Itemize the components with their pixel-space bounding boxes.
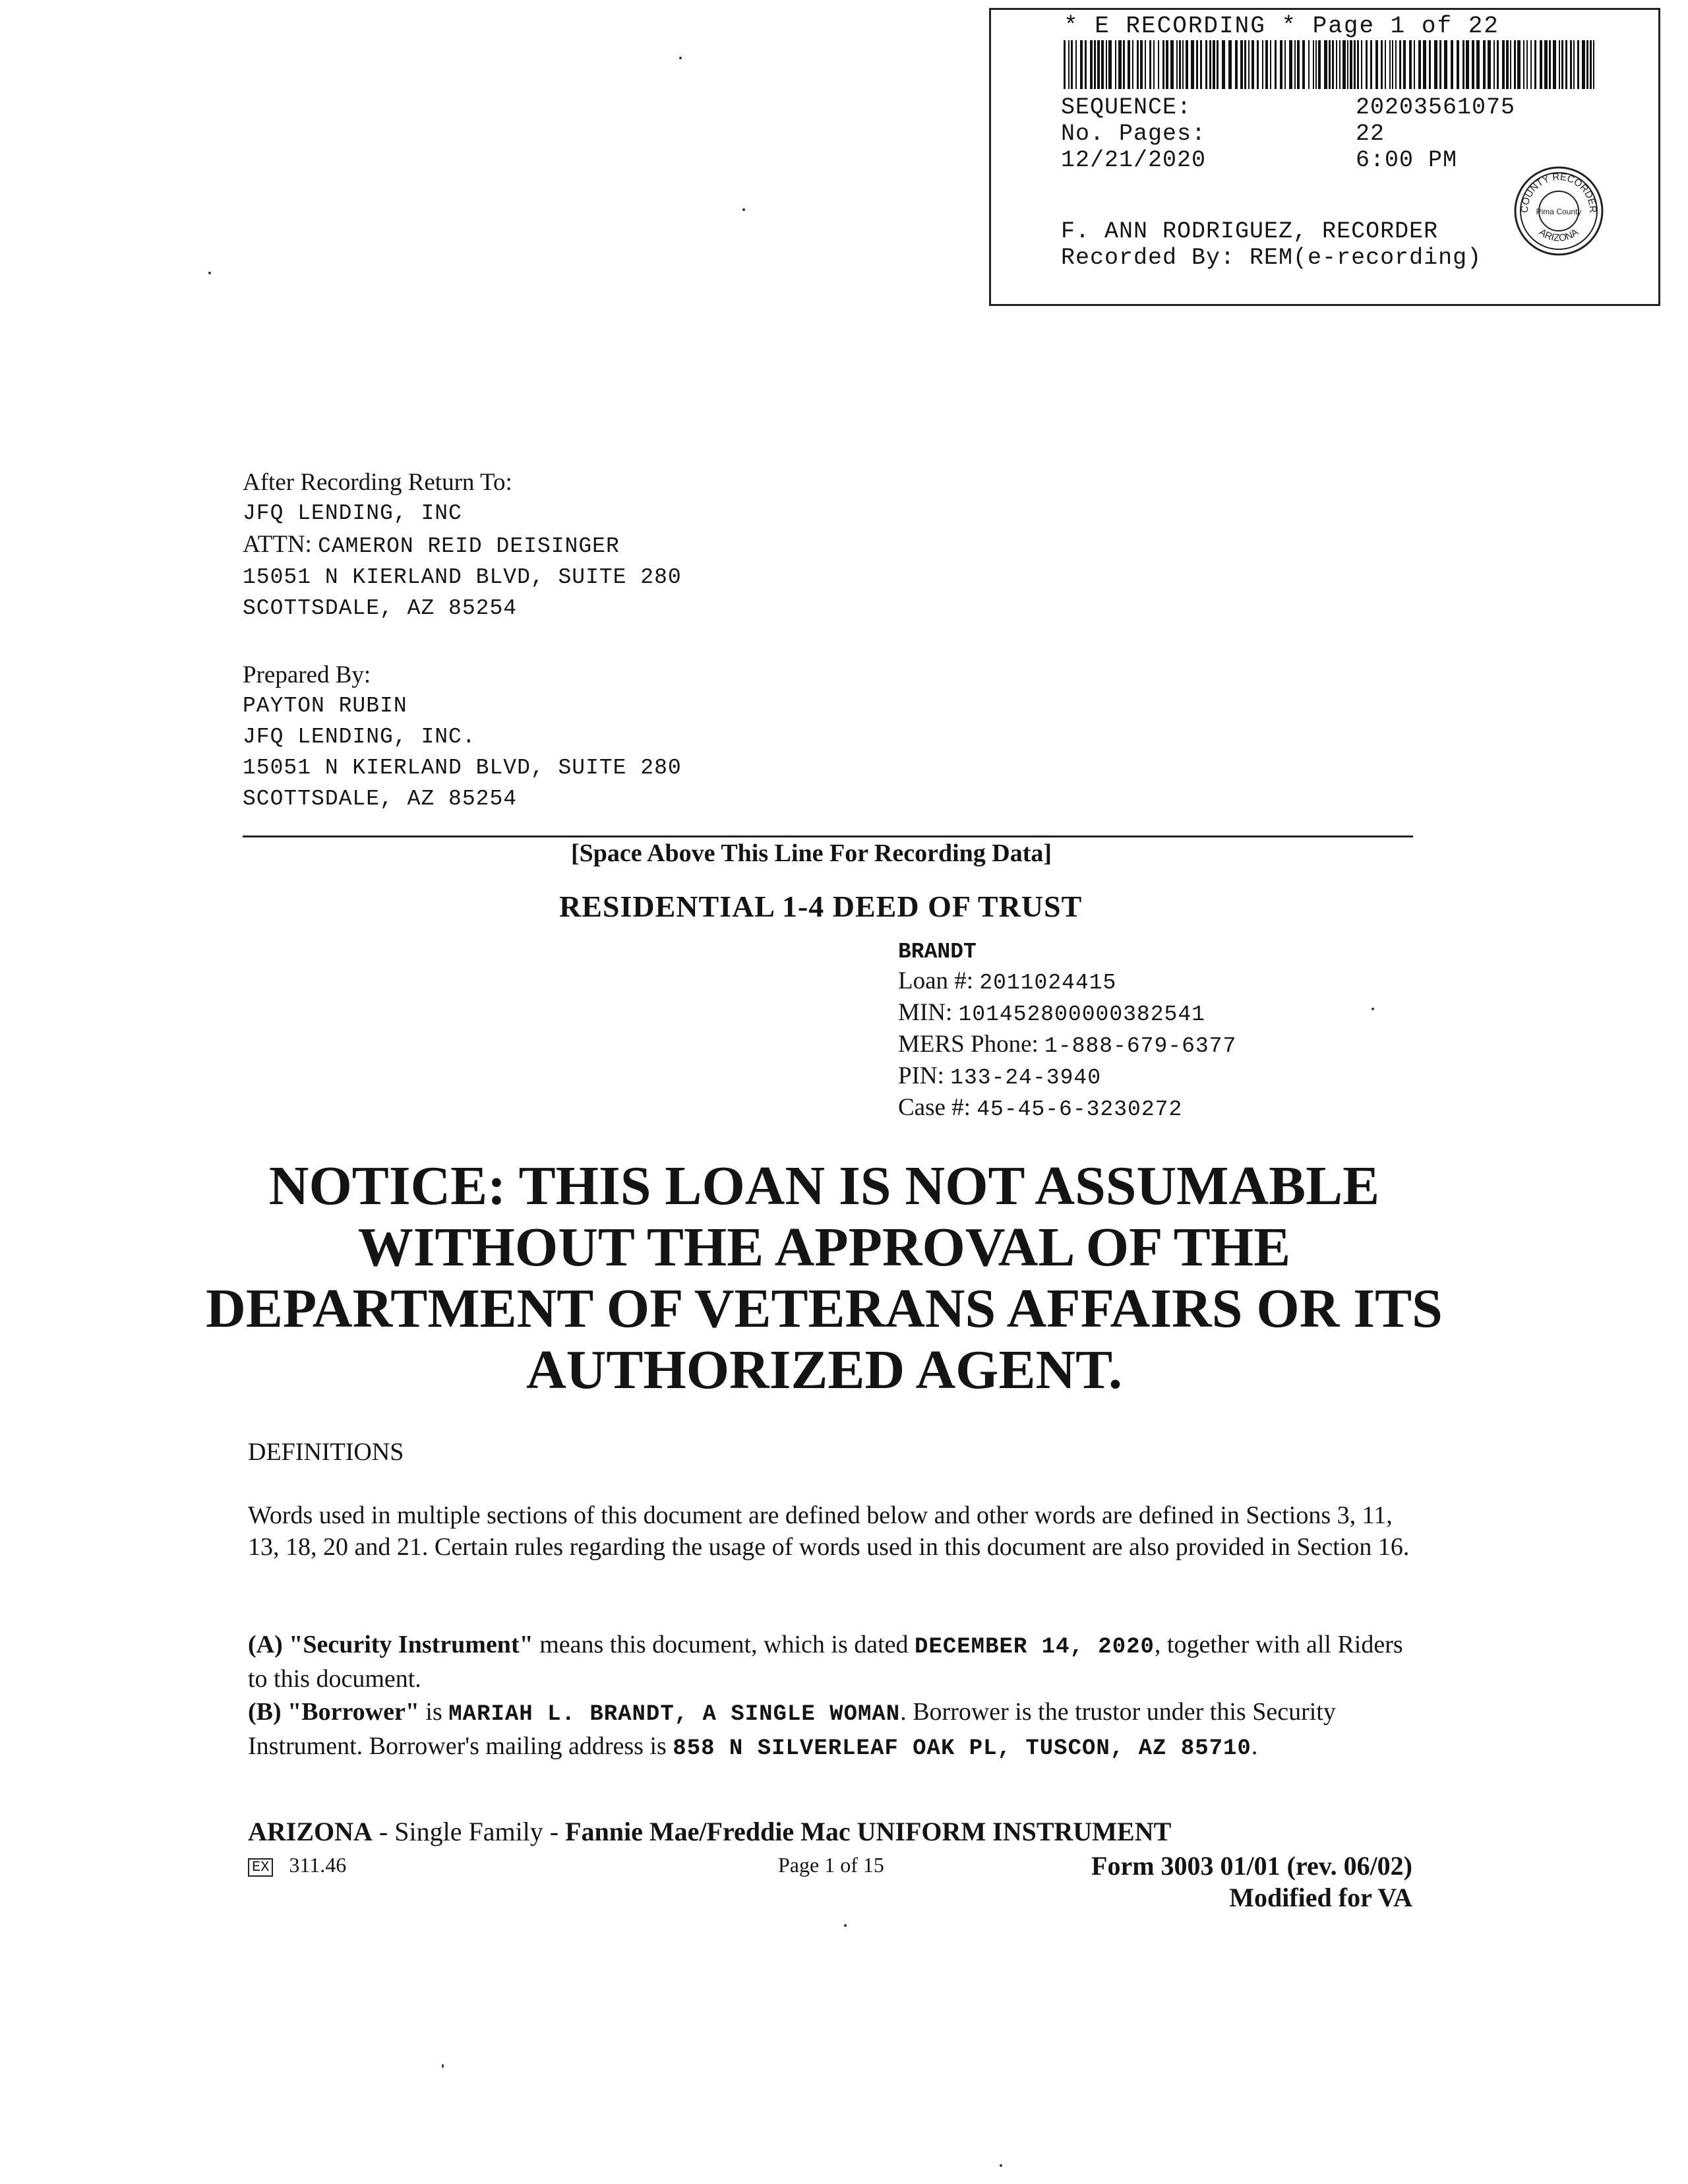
barcode-bar: [1493, 40, 1495, 89]
barcode-bar: [1577, 40, 1579, 89]
barcode-bar: [1228, 40, 1232, 89]
footer-modified-note: Modified for VA: [1229, 1883, 1412, 1912]
recording-time: 6:00 PM: [1356, 147, 1458, 173]
county-seal-icon: [1512, 164, 1606, 258]
barcode-bar: [1222, 40, 1225, 89]
barcode-bar: [1561, 40, 1563, 89]
min-value: 101452800000382541: [958, 1002, 1205, 1027]
barcode-bar: [1462, 40, 1464, 89]
barcode-bar: [1336, 40, 1337, 89]
barcode-bar: [1375, 40, 1378, 89]
seal-text-center: Pima County: [1536, 207, 1582, 216]
barcode-bar: [1166, 40, 1168, 89]
seal-text-top: COUNTY RECORDER: [1519, 171, 1599, 214]
preparer-city: SCOTTSDALE, AZ 85254: [243, 787, 518, 811]
footer-form-info: [1089, 1850, 1412, 1914]
definition-b-text-mid: . Borrower is the trustor under this Security Instrument. Borrower's mailing address is: [248, 1698, 1336, 1760]
barcode-bar: [1332, 40, 1334, 89]
barcode-bar: [1423, 40, 1426, 89]
scan-speck: [742, 208, 745, 211]
barcode-bar: [1350, 40, 1352, 89]
barcode-bar: [1132, 40, 1133, 89]
scan-speck: [208, 272, 211, 274]
case-value: 45-45-6-3230272: [977, 1097, 1183, 1122]
definition-b-term: (B) "Borrower": [248, 1698, 419, 1726]
barcode-bar: [1191, 40, 1194, 89]
barcode-bar: [1308, 40, 1310, 89]
recorded-by: Recorded By: REM(e-recording): [1061, 245, 1482, 271]
barcode-bar: [1176, 40, 1178, 89]
barcode-bar: [1342, 40, 1346, 89]
definition-a-text: means this document, which is dated: [533, 1631, 915, 1658]
barcode-bar: [1064, 40, 1066, 89]
pin-label: PIN:: [898, 1062, 944, 1089]
barcode-bar: [1510, 40, 1511, 89]
loan-number-value: 2011024415: [979, 971, 1117, 995]
barcode-bar: [1302, 40, 1305, 89]
barcode-bar: [1451, 40, 1453, 89]
barcode-bar: [1457, 40, 1459, 89]
barcode-bar: [1392, 40, 1393, 89]
definitions-heading: DEFINITIONS: [248, 1438, 404, 1466]
barcode-bar: [1162, 40, 1164, 89]
barcode-bar: [1418, 40, 1421, 89]
barcode-bar: [1573, 40, 1575, 89]
barcode-bar: [1068, 40, 1070, 89]
barcode-bar: [1179, 40, 1181, 89]
barcode-bar: [1502, 40, 1505, 89]
barcode-bar: [1280, 40, 1282, 89]
barcode-bar: [1389, 40, 1391, 89]
barcode-bar: [1106, 40, 1107, 89]
definition-b: [248, 1696, 1412, 1765]
barcode-bar: [1182, 40, 1184, 89]
sequence-label: SEQUENCE:: [1061, 94, 1192, 121]
return-to-label: After Recording Return To:: [243, 469, 512, 496]
barcode-bar: [1235, 40, 1238, 89]
barcode-bar: [1284, 40, 1286, 89]
assumability-notice: NOTICE: THIS LOAN IS NOT ASSUMABLE WITHOUT THE APPROVAL OF THE DEPARTMENT OF VETERANS AFFAIRS OR ITS AUTHORIZED AGENT.: [206, 1155, 1443, 1401]
barcode-bar: [1251, 40, 1254, 89]
recording-data-divider: [243, 835, 1413, 837]
barcode-bar: [1434, 40, 1437, 89]
barcode-bar: [1586, 40, 1588, 89]
barcode-bar: [1523, 40, 1524, 89]
barcode-bar: [1318, 40, 1321, 89]
barcode-bar: [1094, 40, 1096, 89]
barcode-bar: [1140, 40, 1143, 89]
scan-speck: [844, 1924, 847, 1927]
barcode-bar: [1275, 40, 1277, 89]
security-instrument-date: DECEMBER 14, 2020: [915, 1635, 1155, 1660]
barcode-bar: [1115, 40, 1116, 89]
barcode-bar: [1414, 40, 1415, 89]
pin-value: 133-24-3940: [950, 1066, 1101, 1090]
barcode-bar: [1444, 40, 1447, 89]
barcode-bar: [1108, 40, 1112, 89]
document-title: RESIDENTIAL 1-4 DEED OF TRUST: [559, 890, 1083, 923]
barcode-bar: [1488, 40, 1491, 89]
mers-phone-label: MERS Phone:: [898, 1031, 1039, 1058]
barcode-bar: [1240, 40, 1243, 89]
barcode-bar: [1593, 40, 1594, 89]
prepared-by-label: Prepared By:: [243, 661, 371, 688]
barcode-bar: [1289, 40, 1292, 89]
barcode-bar: [1339, 40, 1341, 89]
ex-box-icon: EX: [248, 1858, 273, 1877]
attn-name: CAMERON REID DEISINGER: [318, 534, 620, 559]
mers-phone-value: 1-888-679-6377: [1044, 1034, 1237, 1058]
recording-date: 12/21/2020: [1061, 147, 1207, 173]
borrower-name: MARIAH L. BRANDT, A SINGLE WOMAN: [448, 1702, 901, 1727]
barcode-bar: [1097, 40, 1100, 89]
barcode-bar: [1324, 40, 1327, 89]
barcode-bar: [1153, 40, 1155, 89]
barcode-bar: [1590, 40, 1592, 89]
barcode-bar: [1213, 40, 1215, 89]
barcode-bar: [1090, 40, 1093, 89]
barcode-bar: [1123, 40, 1125, 89]
barcode-bar: [1409, 40, 1412, 89]
barcode-bar: [1205, 40, 1207, 89]
barcode-bar: [1399, 40, 1401, 89]
barcode-bar: [1209, 40, 1211, 89]
barcode-bar: [1170, 40, 1174, 89]
barcode-bar: [1145, 40, 1146, 89]
scan-speck: [1000, 2164, 1002, 2167]
barcode-bar: [1366, 40, 1368, 89]
barcode-bar: [1196, 40, 1198, 89]
borrower-last-name: BRANDT: [898, 940, 977, 964]
barcode-bar: [1357, 40, 1359, 89]
barcode-bar: [1347, 40, 1348, 89]
return-to-city: SCOTTSDALE, AZ 85254: [243, 596, 518, 621]
barcode-bar: [1217, 40, 1219, 89]
barcode-bar: [1262, 40, 1263, 89]
barcode-bar: [1294, 40, 1296, 89]
barcode-bar: [1472, 40, 1474, 89]
barcode-bar: [1530, 40, 1532, 89]
definitions-intro: Words used in multiple sections of this document are defined below and other words are defined in Sections 3, 11, 13, 18, 20 and 21. Certain rules regarding the usage of words used in this document are also provided in Section 16.: [248, 1502, 1410, 1561]
barcode-bar: [1297, 40, 1300, 89]
borrower-address: 858 N SILVERLEAF OAK PL, TUSCON, AZ 85710: [673, 1736, 1251, 1761]
barcode-bar: [1582, 40, 1585, 89]
barcode-bar: [1403, 40, 1406, 89]
footer-code-number: 311.46: [289, 1853, 347, 1877]
barcode-image: [1064, 40, 1598, 89]
barcode-bar: [1381, 40, 1383, 89]
barcode-bar: [1315, 40, 1317, 89]
barcode-bar: [1429, 40, 1431, 89]
footer-state: ARIZONA: [248, 1817, 373, 1846]
preparer-address: 15051 N KIERLAND BLVD, SUITE 280: [243, 756, 682, 780]
prepared-by-block: [243, 659, 682, 814]
loan-number-label: Loan #:: [898, 967, 974, 994]
barcode-bar: [1497, 40, 1499, 89]
form-footer-title: [248, 1816, 1171, 1847]
return-to-address: 15051 N KIERLAND BLVD, SUITE 280: [243, 565, 682, 590]
return-to-company: JFQ LENDING, INC: [243, 501, 462, 526]
barcode-bar: [1361, 40, 1362, 89]
pages-label: No. Pages:: [1061, 121, 1207, 147]
barcode-bar: [1544, 40, 1548, 89]
barcode-bar: [1075, 40, 1077, 89]
scan-speck: [442, 2064, 444, 2068]
footer-page-number: Page 1 of 15: [778, 1853, 884, 1877]
footer-instrument: Fannie Mae/Freddie Mac UNIFORM INSTRUMENT: [565, 1817, 1172, 1846]
recording-stamp: [989, 8, 1660, 306]
barcode-bar: [1257, 40, 1259, 89]
barcode-bar: [1565, 40, 1567, 89]
barcode-bar: [1101, 40, 1104, 89]
barcode-bar: [1439, 40, 1441, 89]
barcode-bar: [1158, 40, 1159, 89]
recorder-name: F. ANN RODRIGUEZ, RECORDER: [1061, 218, 1439, 245]
barcode-bar: [1186, 40, 1188, 89]
barcode-bar: [1149, 40, 1151, 89]
barcode-bar: [1313, 40, 1314, 89]
barcode-bar: [1244, 40, 1246, 89]
definition-a-text-end: , together with all Riders to this document.: [248, 1631, 1403, 1693]
definition-b-text-end: .: [1251, 1732, 1258, 1760]
attn-label: ATTN:: [243, 531, 312, 558]
barcode-bar: [1517, 40, 1521, 89]
seal-text-bottom: ARIZONA: [1536, 226, 1581, 244]
barcode-bar: [1137, 40, 1139, 89]
scan-speck: [679, 57, 682, 59]
barcode-bar: [1071, 40, 1073, 89]
space-above-note: [Space Above This Line For Recording Data]: [571, 839, 1052, 867]
preparer-company: JFQ LENDING, INC.: [243, 725, 476, 749]
barcode-bar: [1476, 40, 1480, 89]
barcode-bar: [1466, 40, 1469, 89]
barcode-bar: [1270, 40, 1271, 89]
barcode-bar: [1085, 40, 1087, 89]
min-label: MIN:: [898, 999, 953, 1026]
barcode-bar: [1128, 40, 1130, 89]
barcode-bar: [1329, 40, 1331, 89]
definition-a-term: (A) "Security Instrument": [248, 1631, 533, 1658]
barcode-bar: [1559, 40, 1560, 89]
barcode-bar: [1570, 40, 1572, 89]
barcode-bar: [1483, 40, 1486, 89]
footer-code: [248, 1853, 346, 1877]
definition-a: [248, 1629, 1412, 1695]
sequence-value: 20203561075: [1356, 94, 1516, 121]
case-label: Case #:: [898, 1094, 971, 1121]
barcode-bar: [1118, 40, 1122, 89]
barcode-bar: [1553, 40, 1556, 89]
pages-value: 22: [1356, 121, 1385, 147]
return-to-block: [243, 467, 682, 624]
barcode-bar: [1506, 40, 1509, 89]
barcode-bar: [1385, 40, 1386, 89]
barcode-bar: [1540, 40, 1542, 89]
barcode-bar: [1265, 40, 1268, 89]
preparer-name: PAYTON RUBIN: [243, 694, 407, 718]
barcode-bar: [1514, 40, 1516, 89]
barcode-bar: [1200, 40, 1202, 89]
footer-form-number: Form 3003 01/01 (rev. 06/02): [1091, 1851, 1412, 1881]
barcode-bar: [1370, 40, 1372, 89]
barcode-bar: [1080, 40, 1083, 89]
barcode-bar: [1534, 40, 1536, 89]
barcode-bar: [1248, 40, 1250, 89]
definition-b-text: is: [419, 1698, 449, 1726]
barcode-bar: [1354, 40, 1356, 89]
barcode-bar: [1395, 40, 1397, 89]
footer-separator: - Single Family -: [372, 1817, 566, 1846]
stamp-header: * E RECORDING * Page 1 of 22: [1064, 13, 1499, 40]
scan-speck: [1372, 1008, 1374, 1010]
barcode-bar: [1549, 40, 1551, 89]
barcode-bar: [1526, 40, 1528, 89]
